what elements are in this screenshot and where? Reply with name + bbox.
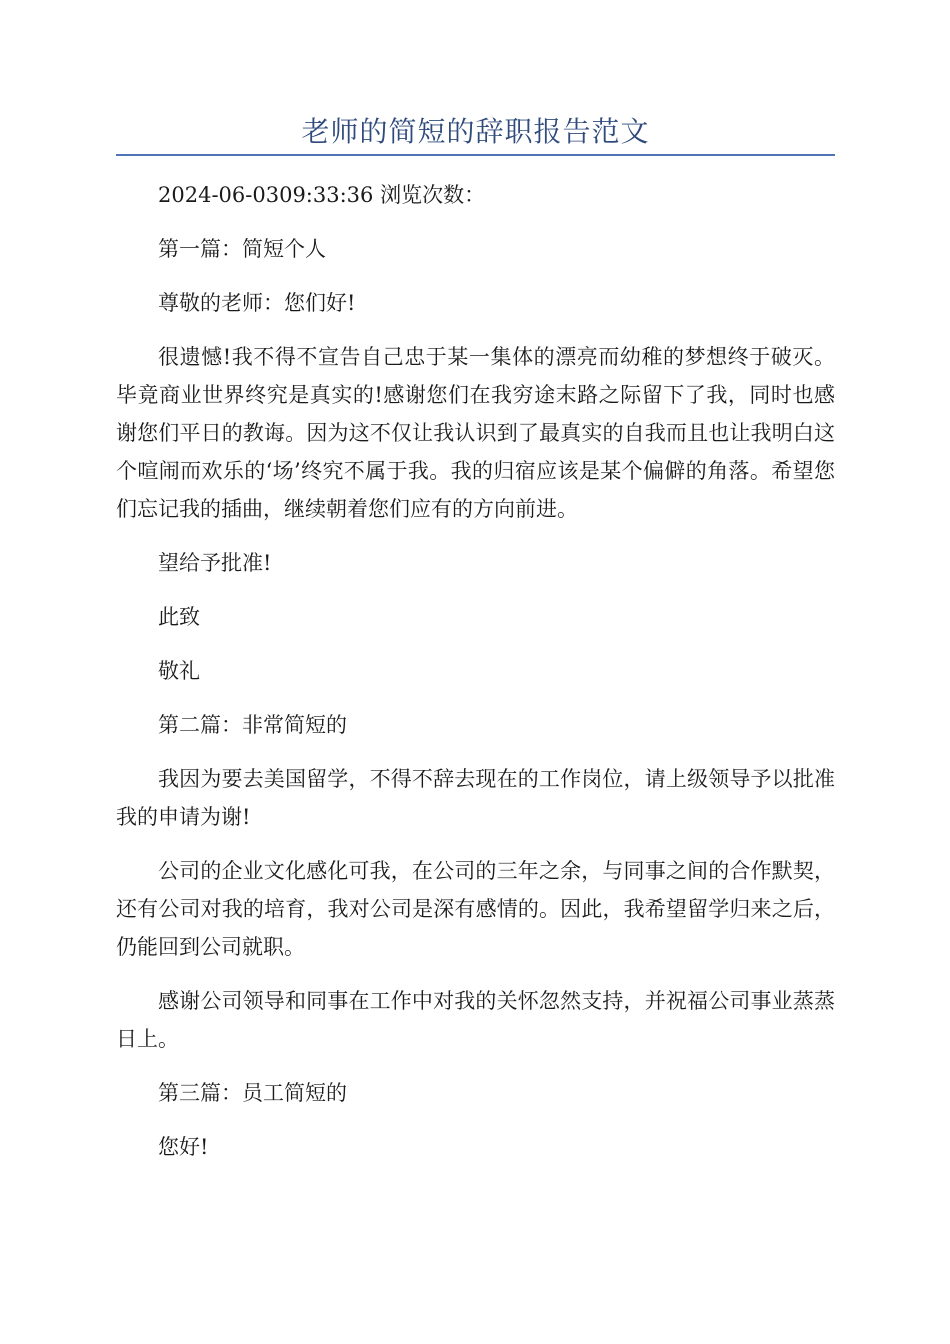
paragraph: 望给予批准! [158,551,272,575]
salutation-1: 尊敬的老师：您们好! [158,291,356,315]
section-heading-3: 第三篇：员工简短的 [158,1081,347,1105]
meta-line: 2024-06-0309:33:36 浏览次数： [158,183,486,207]
salutation-3: 您好! [158,1135,209,1159]
closing-line: 敬礼 [158,659,200,683]
section-heading-2: 第二篇：非常简短的 [158,713,347,737]
section-heading-1: 第一篇：简短个人 [158,237,326,261]
closing-line: 此致 [158,605,200,629]
document-body [116,176,835,1182]
paragraph: 很遗憾!我不得不宣告自己忠于某一集体的漂亮而幼稚的梦想终于破灭。毕竟商业世界终究是真实的!感谢您们在我穷途末路之际留下了我，同时也感谢您们平日的教诲。因为这不仅让我认识到了最真实的自我而且也让我明白这个喧闹而欢乐的‘场’终究不属于我。我的归宿应该是某个偏僻的角落。希望您们忘记我的插曲，继续朝着您们应有的方向前进。 [116,345,835,521]
paragraph: 公司的企业文化感化可我，在公司的三年之余，与同事之间的合作默契，还有公司对我的培育，我对公司是深有感情的。因此，我希望留学归来之后，仍能回到公司就职。 [116,859,835,959]
document-title: 老师的简短的辞职报告范文 [301,115,650,148]
title-underline [116,154,835,156]
paragraph: 我因为要去美国留学，不得不辞去现在的工作岗位，请上级领导予以批准我的申请为谢! [116,767,835,829]
paragraph: 感谢公司领导和同事在工作中对我的关怀忽然支持，并祝福公司事业蒸蒸日上。 [116,989,835,1051]
